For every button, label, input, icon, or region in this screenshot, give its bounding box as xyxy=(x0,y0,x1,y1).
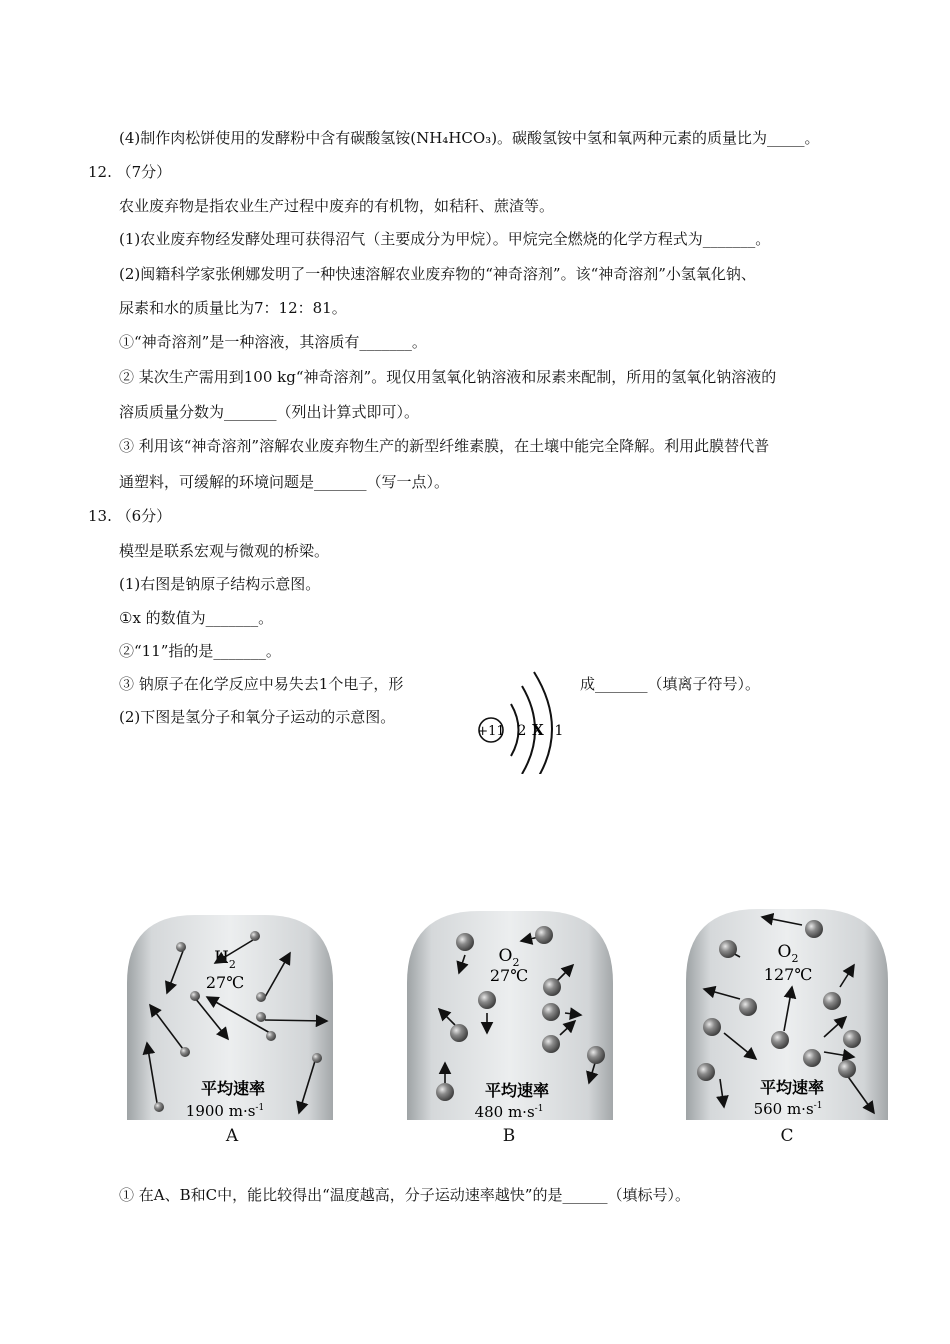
q13-sub2-line: ②“11”指的是_______。 xyxy=(119,642,281,660)
panel-c-oxygen-jar xyxy=(684,907,890,1120)
q12-part1-line: (1)农业废弃物经发酵处理可获得沼气（主要成分为甲烷）。甲烷完全燃烧的化学方程式为_______。 xyxy=(119,230,771,248)
q13-part2-line: (2)下图是氢分子和氧分子运动的示意图。 xyxy=(119,708,396,726)
shell-1-electrons: 2 xyxy=(517,723,527,739)
q11-part4-line: (4)制作肉松饼使用的发酵粉中含有碳酸氢铵(NH₄HCO₃)。碳酸氢铵中氢和氧两种元素的质量比为_____。 xyxy=(119,129,820,147)
panel-c-temperature: 127℃ xyxy=(763,965,813,984)
q13-part1-line: (1)右图是钠原子结构示意图。 xyxy=(119,575,321,593)
panel-a-rate-label: 平均速率 xyxy=(200,1079,266,1098)
q13-intro-line: 模型是联系宏观与微观的桥梁。 xyxy=(119,542,330,560)
panel-b-temperature: 27℃ xyxy=(489,966,529,985)
panel-c-gas: $O_2$ xyxy=(777,942,799,965)
panel-a-rate: 1900 $m\cdot s^{-1}$ xyxy=(185,1102,265,1120)
q12-sub3-line-cont: 通塑料，可缓解的环境问题是_______（写一点）。 xyxy=(119,473,450,491)
q12-part2-line: (2)闽籍科学家张俐娜发明了一种快速溶解农业废弃物的“神奇溶剂”。该“神奇溶剂”小氢氧化钠、 xyxy=(119,265,756,283)
panel-c-label: C xyxy=(780,1126,794,1146)
panel-b-gas: $O_2$ xyxy=(498,946,520,969)
panel-c-rate-label: 平均速率 xyxy=(759,1078,825,1097)
q13-sub3-line-right: 成_______（填离子符号）。 xyxy=(580,675,761,693)
panel-a-hydrogen-jar xyxy=(125,913,335,1120)
panel-b-rate-label: 平均速率 xyxy=(484,1081,550,1100)
panel-a-gas: $H_2$ xyxy=(214,948,236,971)
panel-a-label: A xyxy=(225,1126,239,1146)
q12-intro-line: 农业废弃物是指农业生产过程中废弃的有机物，如秸秆、蔗渣等。 xyxy=(119,197,555,215)
q12-part2-line-cont: 尿素和水的质量比为7：12：81。 xyxy=(119,299,347,317)
sodium-atom-diagram xyxy=(470,664,580,774)
panel-b-oxygen-jar xyxy=(405,909,615,1120)
q13-part2-sub1-line: ① 在A、B和C中，能比较得出“温度越高，分子运动速率越快”的是______（填标号）。 xyxy=(119,1186,690,1204)
panel-b-rate: 480 $m\cdot s^{-1}$ xyxy=(474,1103,544,1120)
panel-c-rate: 560 $m\cdot s^{-1}$ xyxy=(753,1100,823,1118)
panel-a-temperature: 27℃ xyxy=(205,973,245,992)
q12-sub3-line: ③ 利用该“神奇溶剂”溶解农业废弃物生产的新型纤维素膜，在土壤中能完全降解。利用此膜替代普 xyxy=(119,437,770,455)
panel-b-label: B xyxy=(502,1126,516,1146)
q12-sub2-line-cont: 溶质质量分数为_______（列出计算式即可）。 xyxy=(119,403,420,421)
shell-2-electrons: X xyxy=(532,721,544,739)
shell-3-electrons: 1 xyxy=(554,723,564,739)
q12-sub1-line: ①“神奇溶剂”是一种溶液，其溶质有_______。 xyxy=(119,333,427,351)
question-12-number: 12. （7分） xyxy=(88,163,172,181)
q12-sub2-line: ② 某次生产需用到100 kg“神奇溶剂”。现仅用氢氧化钠溶液和尿素来配制，所用的氢氧化钠溶液的 xyxy=(119,368,777,386)
q13-sub3-line-left: ③ 钠原子在化学反应中易失去1个电子，形 xyxy=(119,675,404,693)
question-13-number: 13. （6分） xyxy=(88,507,172,525)
atom-nucleus-charge: +11 xyxy=(477,724,505,739)
q13-sub1-line: ①x 的数值为_______。 xyxy=(119,609,274,627)
